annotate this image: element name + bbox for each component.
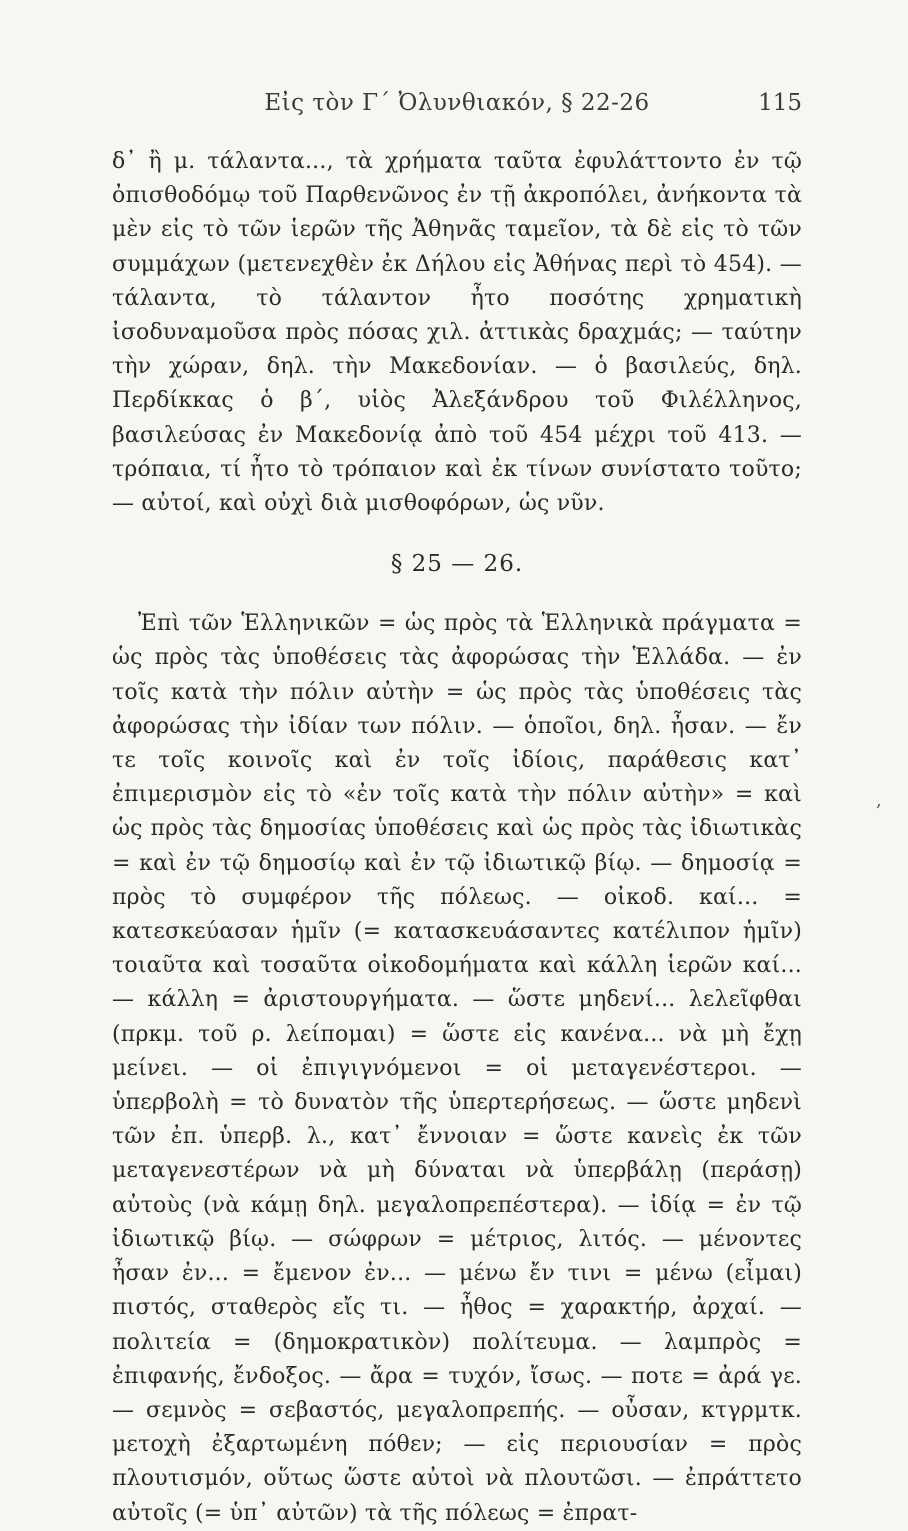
- commentary-body: [112, 145, 802, 1531]
- page-number: 115: [758, 90, 802, 116]
- page-header: [112, 90, 802, 126]
- running-title: Εἰς τὸν Γ΄ Ὀλυνθιακόν, § 22-26: [264, 90, 650, 116]
- commentary-paragraph-1: δ᾽ ἢ μ. τάλαντα..., τὰ χρήματα ταῦτα ἐφυλάττοντο ἐν τῷ ὀπισθοδόμῳ τοῦ Παρθενῶνος ἐν τῇ ἀκροπόλει, ἀνήκοντα τὰ μὲν εἰς τὸ τῶν ἱερῶν τῆς Ἀθηνᾶς ταμεῖον, τὰ δὲ εἰς τὸ τῶν συμμάχων (μετενεχθὲν ἐκ Δήλου εἰς Ἀθήνας περὶ τὸ 454). — τάλαντα, τὸ τάλαντον ἦτο ποσότης χρηματικὴ ἰσοδυναμοῦσα πρὸς πόσας χιλ. ἀττικὰς δραχμάς; — ταύτην τὴν χώραν, δηλ. τὴν Μακεδονίαν. — ὁ βασιλεύς, δηλ. Περδίκκας ὁ β΄, υἱὸς Ἀλεξάνδρου τοῦ Φιλέλληνος, βασιλεύσας ἐν Μακεδονίᾳ ἀπὸ τοῦ 454 μέχρι τοῦ 413. — τρόπαια, τί ἦτο τὸ τρόπαιον καὶ ἐκ τίνων συνίστατο τοῦτο; — αὐτοί, καὶ οὐχὶ διὰ μισθοφόρων, ὡς νῦν.: [112, 149, 802, 517]
- commentary-paragraph-2: Ἐπὶ τῶν Ἑλληνικῶν = ὡς πρὸς τὰ Ἑλληνικὰ πράγματα = ὡς πρὸς τὰς ὑποθέσεις τὰς ἀφορώσας τὴν Ἑλλάδα. — ἐν τοῖς κατὰ τὴν πόλιν αὐτὴν = ὡς πρὸς τὰς ὑποθέσεις τὰς ἀφορώσας τὴν ἰδίαν των πόλιν. — ὁποῖοι, δηλ. ἦσαν. — ἔν τε τοῖς κοινοῖς καὶ ἐν τοῖς ἰδίοις, παράθεσις κατ᾽ ἐπιμερισμὸν εἰς τὸ «ἐν τοῖς κατὰ τὴν πόλιν αὐτὴν» = καὶ ὡς πρὸς τὰς δημοσίας ὑποθέσεις καὶ ὡς πρὸς τὰς ἰδιωτικὰς = καὶ ἐν τῷ δημοσίῳ καὶ ἐν τῷ ἰδιωτικῷ βίῳ. — δημοσίᾳ = πρὸς τὸ συμφέρον τῆς πόλεως. — οἰκοδ. καί... = κατεσκεύασαν ἡμῖν (= κατασκευάσαντες κατέλιπον ἡμῖν) τοιαῦτα καὶ τοσαῦτα οἰκοδομήματα καὶ κάλλη ἱερῶν καί... — κάλλη = ἀριστουργήματα. — ὥστε μηδενί... λελεῖφθαι (πρκμ. τοῦ ρ. λείπομαι) = ὥστε εἰς κανένα... νὰ μὴ ἔχῃ μείνει. — οἱ ἐπιγιγνόμενοι = οἱ μεταγενέστεροι. — ὑπερβολὴ = τὸ δυνατὸν τῆς ὑπερτερήσεως. — ὥστε μηδενὶ τῶν ἐπ. ὑπερβ. λ., κατ᾽ ἔννοιαν = ὥστε κανεὶς ἐκ τῶν μεταγενεστέρων νὰ μὴ δύναται νὰ ὑπερβάλῃ (περάσῃ) αὐτοὺς (νὰ κάμῃ δηλ. μεγαλοπρεπέστερα). — ἰδίᾳ = ἐν τῷ ἰδιωτικῷ βίῳ. — σώφρων = μέτριος, λιτός. — μένοντες ἦσαν ἐν... = ἔμενον ἐν... — μένω ἔν τινι = μένω (εἶμαι) πιστός, σταθερὸς εἴς τι. — ἦθος = χαρακτήρ, ἀρχαί. — πολιτεία = (δημοκρατικὸν) πολίτευμα. — λαμπρὸς = ἐπιφανής, ἔνδοξος. — ἄρα = τυχόν, ἴσως. — ποτε = ἀρά γε. — σεμνὸς = σεβαστός, μεγαλοπρεπής. — οὖσαν, κτγρμτκ. μετοχὴ ἐξαρτωμένη πόθεν; — εἰς περιουσίαν = πρὸς πλουτισμόν, οὕτως ὥστε αὐτοὶ νὰ πλουτῶσι. — ἐπράττετο αὐτοῖς (= ὑπ᾽ αὐτῶν) τὰ τῆς πόλεως = ἐπρατ-: [112, 611, 802, 1526]
- margin-mark: ,: [876, 790, 882, 811]
- section-heading: § 25 — 26.: [390, 551, 524, 578]
